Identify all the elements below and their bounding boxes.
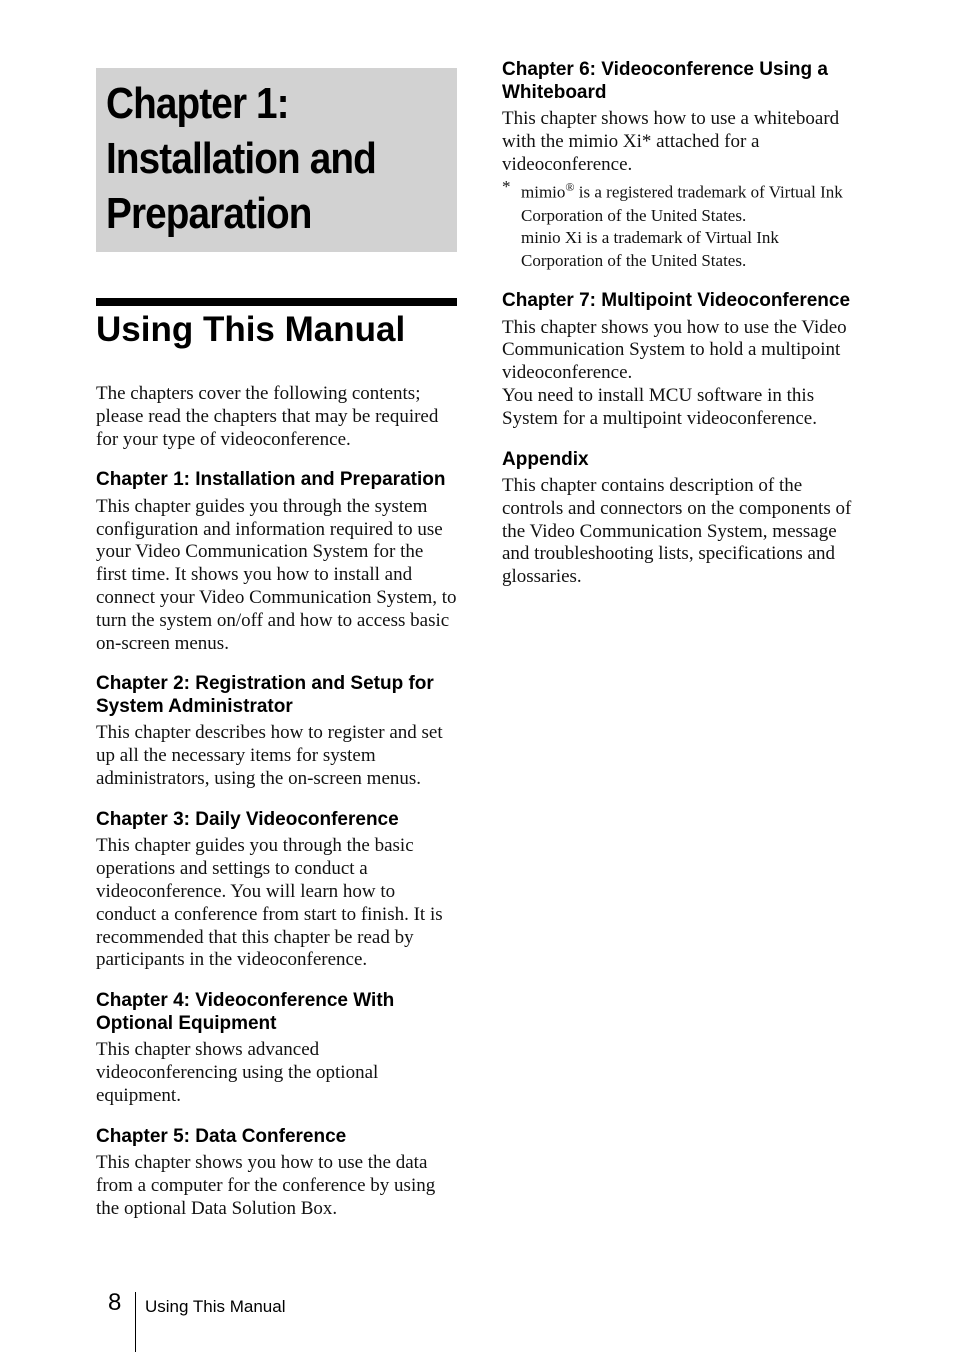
footer-label: Using This Manual xyxy=(145,1297,286,1316)
chapter7-body-1: This chapter shows you how to use the Video Communication System to hold a multipoint videoconference. xyxy=(502,316,847,384)
note-rest: is a registered trademark of Virtual Ink Corporation of the United States. xyxy=(521,183,843,225)
footnote-asterisk: * xyxy=(502,177,511,197)
left-column xyxy=(96,383,458,1220)
chapter-title-box xyxy=(96,68,457,252)
appendix-body: This chapter contains description of the controls and connectors on the components of the Video Communication System, message and troubleshooting lists, specifications and glossaries. xyxy=(502,475,852,588)
chapter7-heading: Chapter 7: Multipoint Videoconference xyxy=(502,290,851,312)
chapter2-heading: Chapter 2: Registration and Setup for System Administrator xyxy=(96,673,434,717)
registered-mark: ® xyxy=(565,180,575,195)
note-line-2: minio Xi is a trademark of Virtual Ink Corporation of the United States. xyxy=(521,228,779,270)
page-number: 8 xyxy=(108,1289,122,1316)
chapter6-heading: Chapter 6: Videoconference Using a Whiteboard xyxy=(502,59,828,103)
chapter3-heading: Chapter 3: Daily Videoconference xyxy=(96,808,399,830)
chapter1-body: This chapter guides you through the system configuration and information required to use your Video Communication System for the first time. It shows you how to install and connect your Video Communication System, to turn the system on/off and how to access basic on-screen menus. xyxy=(96,495,457,654)
chapter-title: Chapter 1: Installation and Preparation xyxy=(106,79,376,238)
chapter7-body-2: You need to install MCU software in this System for a multipoint videoconference. xyxy=(502,384,817,429)
section-rule xyxy=(96,298,457,306)
chapter2-body: This chapter describes how to register and set up all the necessary items for system administrators, using the on-screen menus. xyxy=(96,722,443,790)
right-column xyxy=(502,59,864,589)
trademark-note xyxy=(502,176,864,272)
chapter1-heading: Chapter 1: Installation and Preparation xyxy=(96,469,446,491)
chapter4-body: This chapter shows advanced videoconferencing using the optional equipment. xyxy=(96,1039,379,1106)
chapter5-heading: Chapter 5: Data Conference xyxy=(96,1125,347,1147)
chapter3-body: This chapter guides you through the basic operations and settings to conduct a videoconference. You will learn how to conduct a conference from start to finish. It is recommended that this chapter be read by participants in the videoconference. xyxy=(96,835,443,971)
chapter5-body: This chapter shows you how to use the data from a computer for the conference by using the optional Data Solution Box. xyxy=(96,1152,436,1219)
footer-divider xyxy=(135,1292,136,1352)
note-word: mimio xyxy=(521,183,566,203)
chapter4-heading: Chapter 4: Videoconference With Optional Equipment xyxy=(96,990,395,1034)
chapter6-body: This chapter shows how to use a whiteboard with the mimio Xi* attached for a videoconference. xyxy=(502,108,840,175)
intro-paragraph: The chapters cover the following contents; please read the chapters that may be required for your type of videoconference. xyxy=(96,383,439,450)
appendix-heading: Appendix xyxy=(502,448,589,470)
section-title: Using This Manual xyxy=(96,310,406,349)
